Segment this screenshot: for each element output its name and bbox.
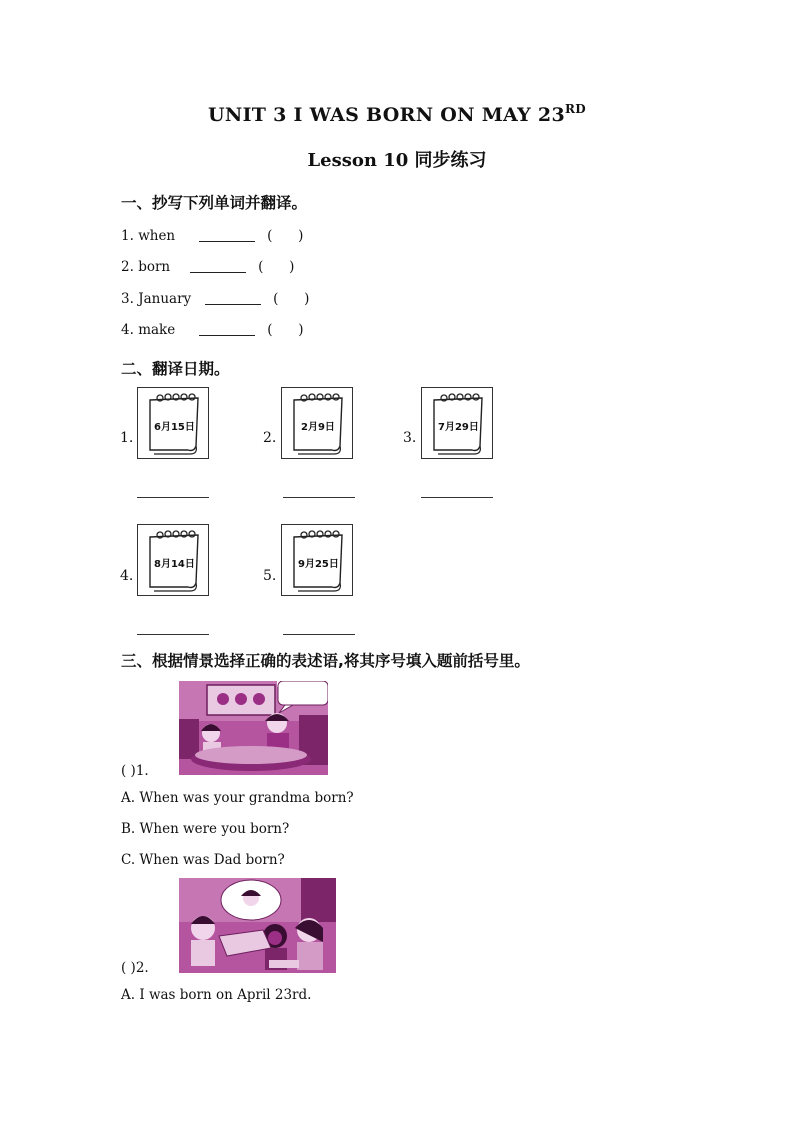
calendar-date: 8月14日 bbox=[154, 559, 195, 570]
option-b-q1: B. When were you born? bbox=[121, 821, 290, 837]
calendar-date: 7月29日 bbox=[438, 422, 479, 433]
date-number-1: 1. bbox=[120, 430, 134, 446]
calendar-date: 9月25日 bbox=[298, 559, 339, 570]
scene-illustration-1 bbox=[179, 681, 328, 775]
translation-paren: ( ) bbox=[267, 322, 304, 338]
answer-blank[interactable] bbox=[205, 303, 261, 305]
word-item-3: 3. January ( ) bbox=[121, 291, 310, 307]
answer-blank[interactable] bbox=[199, 334, 255, 336]
date-number-5: 5. bbox=[263, 568, 277, 584]
question-bracket-2[interactable]: ( )2. bbox=[121, 960, 149, 976]
answer-blank[interactable] bbox=[190, 271, 246, 273]
section3-heading: 三、根据情景选择正确的表述语,将其序号填入题前括号里。 bbox=[121, 652, 530, 670]
answer-blank[interactable] bbox=[199, 240, 255, 242]
word-item-1: 1. when ( ) bbox=[121, 228, 304, 244]
calendar-icon bbox=[281, 387, 353, 459]
answer-line[interactable] bbox=[421, 497, 493, 498]
calendar-icon bbox=[137, 524, 209, 596]
word-item-2: 2. born ( ) bbox=[121, 259, 295, 275]
answer-line[interactable] bbox=[283, 634, 355, 635]
question-bracket-1[interactable]: ( )1. bbox=[121, 763, 149, 779]
translation-paren: ( ) bbox=[273, 291, 310, 307]
calendar-date: 6月15日 bbox=[154, 422, 195, 433]
date-number-2: 2. bbox=[263, 430, 277, 446]
calendar-date: 2月9日 bbox=[301, 422, 335, 433]
lesson-subtitle: Lesson 10 同步练习 bbox=[307, 150, 487, 171]
calendar-icon bbox=[137, 387, 209, 459]
scene-illustration-2 bbox=[179, 878, 336, 973]
option-a-q1: A. When was your grandma born? bbox=[121, 790, 354, 806]
calendar-icon bbox=[421, 387, 493, 459]
word-item-4: 4. make ( ) bbox=[121, 322, 304, 338]
translation-paren: ( ) bbox=[258, 259, 295, 275]
date-number-3: 3. bbox=[403, 430, 417, 446]
option-c-q1: C. When was Dad born? bbox=[121, 852, 285, 868]
section1-heading: 一、抄写下列单词并翻译。 bbox=[121, 194, 308, 212]
page-title: UNIT 3 I WAS BORN ON MAY 23RD bbox=[208, 102, 586, 126]
option-a-q2: A. I was born on April 23rd. bbox=[121, 987, 312, 1003]
section2-heading: 二、翻译日期。 bbox=[121, 360, 230, 378]
translation-paren: ( ) bbox=[267, 228, 304, 244]
answer-line[interactable] bbox=[137, 634, 209, 635]
date-number-4: 4. bbox=[120, 568, 134, 584]
answer-line[interactable] bbox=[283, 497, 355, 498]
answer-line[interactable] bbox=[137, 497, 209, 498]
calendar-icon bbox=[281, 524, 353, 596]
